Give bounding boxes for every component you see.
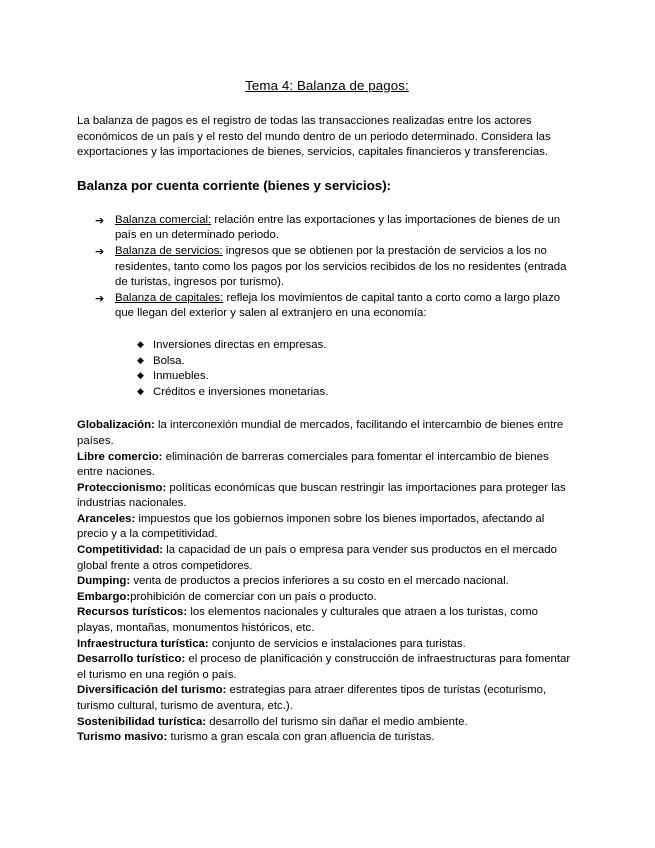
definition-term: Proteccionismo: xyxy=(77,481,167,494)
definition-term: Sostenibilidad turística: xyxy=(77,715,207,728)
definition-text: turismo a gran escala con gran afluencia de turistas. xyxy=(167,731,435,744)
diamond-bullet-icon: ◆ xyxy=(137,371,144,382)
definition-term: Libre comercio: xyxy=(77,450,163,463)
definition-item xyxy=(77,418,577,449)
definition-text: la capacidad de un país o empresa para vender sus productos en el mercado global frente a otros competidores. xyxy=(77,544,557,572)
definition-term: Diversificación del turismo: xyxy=(77,684,227,697)
definition-item xyxy=(77,730,577,746)
definition-text: la interconexión mundial de mercados, facilitando el intercambio de bienes entre países. xyxy=(77,419,564,447)
definition-term: Dumping: xyxy=(77,575,131,588)
definition-item xyxy=(77,543,577,574)
diamond-list xyxy=(77,338,577,400)
diamond-list-item: ◆ Inversiones directas en empresas. xyxy=(153,338,577,354)
arrow-item-term: Balanza de servicios: xyxy=(115,244,223,257)
definition-item xyxy=(77,512,577,543)
definition-text: conjunto de servicios e instalaciones para turistas. xyxy=(208,637,466,650)
diamond-bullet-icon: ◆ xyxy=(137,339,144,350)
definition-text: impuestos que los gobiernos imponen sobre los bienes importados, afectando al precio y a la competitividad. xyxy=(77,512,545,541)
arrow-list-item xyxy=(95,213,577,244)
arrow-list-item xyxy=(95,291,577,322)
page-title: Tema 4: Balanza de pagos: xyxy=(245,78,409,93)
arrow-item-term: Balanza de capitales: xyxy=(115,291,224,304)
definition-item xyxy=(77,637,577,653)
diamond-list-item: ◆ Créditos e inversiones monetarias. xyxy=(153,385,577,401)
arrow-right-icon: ➔ xyxy=(95,244,105,258)
arrow-item-text: relación entre las exportaciones y las importaciones de bienes de un país en un determinado periodo. xyxy=(115,213,561,242)
definitions-list xyxy=(77,418,577,745)
definition-item xyxy=(77,652,577,683)
diamond-list-item: ◆ Inmuebles. xyxy=(153,369,577,385)
arrow-item-text: refleja los movimientos de capital tanto a corto como a largo plazo que llegan del exterior y salen al extranjero en una economía: xyxy=(115,291,561,320)
definition-term: Infraestructura turística: xyxy=(77,637,209,650)
definition-term: Turismo masivo: xyxy=(77,731,168,744)
definition-item xyxy=(77,605,577,636)
definition-term: Globalización: xyxy=(77,419,155,432)
definition-item xyxy=(77,683,577,714)
definition-item xyxy=(77,481,577,512)
diamond-bullet-icon: ◆ xyxy=(137,386,144,397)
arrow-list xyxy=(77,213,577,322)
definition-item xyxy=(77,590,577,606)
section-heading: Balanza por cuenta corriente (bienes y servicios): xyxy=(77,177,392,193)
arrow-list-item xyxy=(95,244,577,291)
definition-text: eliminación de barreras comerciales para fomentar el intercambio de bienes entre naciones. xyxy=(77,450,549,479)
definition-item xyxy=(77,450,577,481)
diamond-bullet-icon: ◆ xyxy=(137,355,144,366)
definition-term: Recursos turísticos: xyxy=(77,606,188,619)
definition-term: Competitividad: xyxy=(77,544,164,557)
definition-text: políticas económicas que buscan restringir las importaciones para proteger las industrias nacionales. xyxy=(77,481,566,510)
definition-term: Desarrollo turístico: xyxy=(77,653,186,666)
definition-term: Aranceles: xyxy=(77,512,136,525)
definition-text: el proceso de planificación y construcción de infraestructuras para fomentar el turismo en una región o país. xyxy=(77,653,571,681)
arrow-item-text: ingresos que se obtienen por la prestación de servicios a los no residentes, tanto como los pagos por los servicios recibidos de los no residentes (entrada de turistas, ingresos por turismo). xyxy=(115,244,567,289)
definition-item xyxy=(77,715,577,731)
arrow-right-icon: ➔ xyxy=(95,213,105,227)
definition-text: prohibición de comerciar con un país o producto. xyxy=(130,590,377,603)
definition-item xyxy=(77,574,577,590)
definition-text: venta de productos a precios inferiores a su costo en el mercado nacional. xyxy=(130,575,509,588)
definition-text: desarrollo del turismo sin dañar el medio ambiente. xyxy=(206,715,468,728)
definition-text: estrategias para atraer diferentes tipos de turistas (ecoturismo, turismo cultural, turismo de aventura, etc.). xyxy=(77,684,547,712)
definition-term: Embargo: xyxy=(77,590,131,603)
arrow-item-term: Balanza comercial: xyxy=(115,213,212,226)
arrow-right-icon: ➔ xyxy=(95,291,105,305)
definition-text: los elementos nacionales y culturales que atraen a los turistas, como playas, montañas, monumentos históricos, etc. xyxy=(77,606,538,635)
diamond-list-item: ◆ Bolsa. xyxy=(153,354,577,370)
intro-paragraph: La balanza de pagos es el registro de todas las transacciones realizadas entre los actores económicos de un país y el resto del mundo dentro de un periodo determinado. Considera las exportaciones y las importaciones de bienes, servicios, capitales financieros y transferencias. xyxy=(77,115,551,159)
